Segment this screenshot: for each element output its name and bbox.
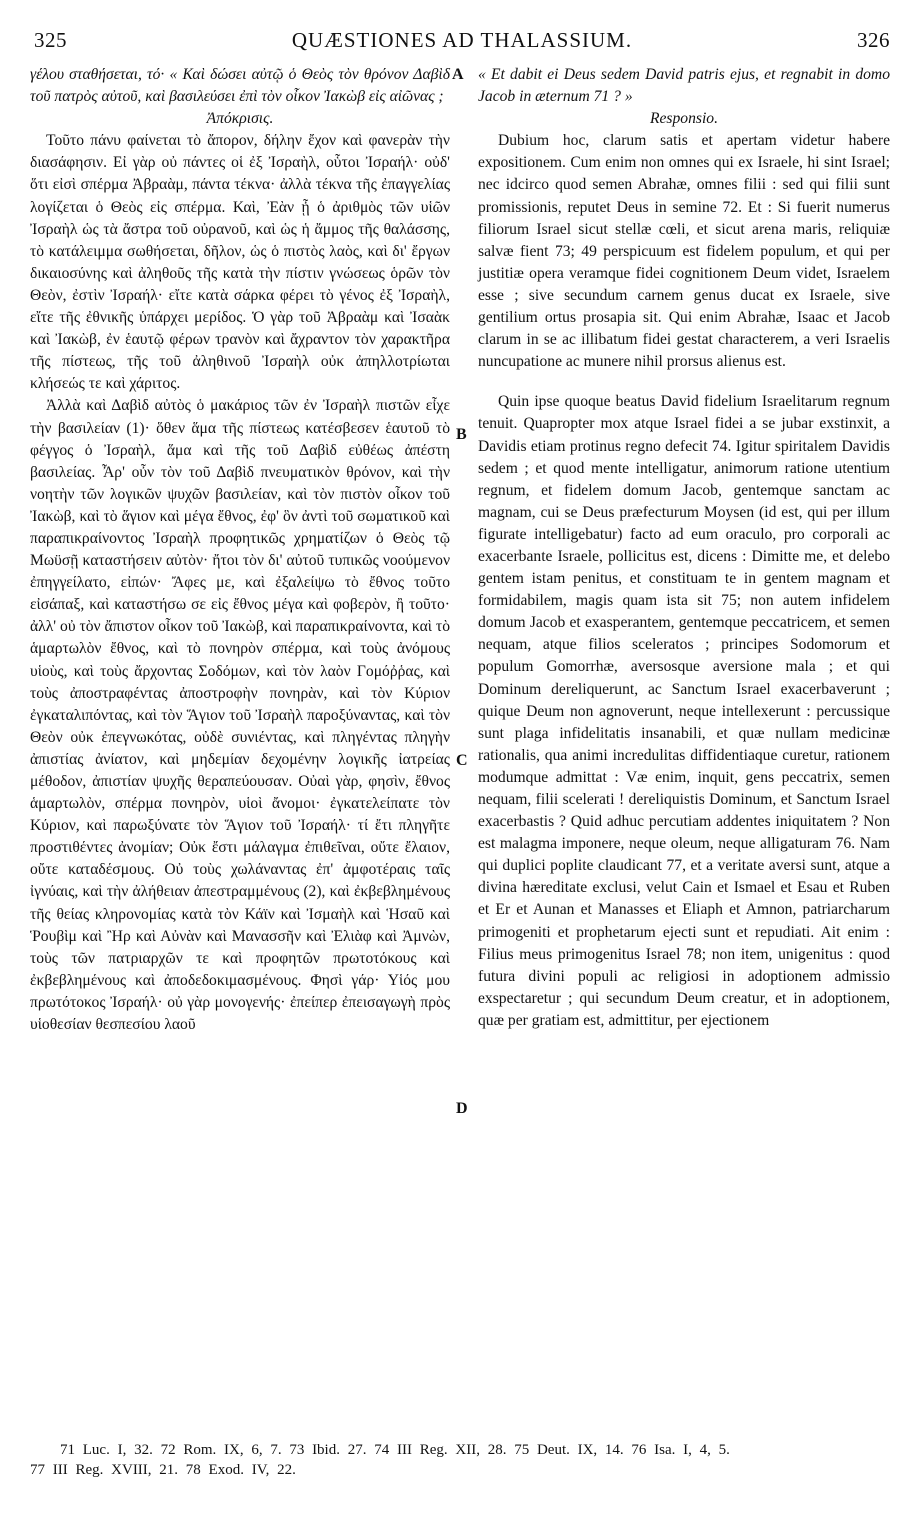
paragraph-gap <box>478 373 890 391</box>
running-title: QUÆSTIONES AD THALASSIUM. <box>291 28 633 52</box>
page-number-left: 325 <box>34 28 67 52</box>
margin-letter-c: C <box>456 752 468 769</box>
margin-letter-a: A <box>452 66 464 83</box>
latin-paragraph-1: Dubium hoc, clarum satis et apertam videtur habere expositionem. Cum enim non omnes qui ex Israele, hi sint Israel; nec idcirco quod semen Abrahæ, omnes filii : sed qui filii sunt promissionis, reputet Deus in semine 72. Et : Si fuerit numerus filiorum Israel sicut stellæ cœli, et sicut arena maris, reliquiæ salvæ fient 73; 49 perspicuum est fidelem populum, et qui per justitiæ opera veramque fidei cognitionem Deum videt, Israelem esse ; sive secundum carnem genus ducat ex Israele, sive gentilium ortus prosapia sit. Qui enim Abrahæ, Isaac et Jacob clarum in se ac illibatum fidei gestat characterem, a veri Israelis nuncupatione ac munere nihil prorsus alienus est. <box>478 132 890 371</box>
greek-response-heading: Ἀπόκρισις. <box>206 110 274 128</box>
greek-column <box>30 64 450 1036</box>
margin-letter-b: B <box>456 426 467 443</box>
greek-paragraph-1: Τοῦτο πάνυ φαίνεται τὸ ἄπορον, δήλην ἔχον καὶ φανερὰν τὴν διασάφησιν. Εἰ γὰρ οὐ πάντες οἱ ἐξ Ἰσραὴλ, οὗτοι Ἰσραήλ· οὐδ' ὅτι εἰσὶ σπέρμα Ἀβραὰμ, πάντα τέκνα· ἀλλὰ τέκνα τῆς ἐπαγγελίας λογίζεται ὁ Θεὸς εἰς σπέρμα. Καὶ, Ἐὰν ᾖ ὁ ἀριθμὸς τῶν υἱῶν Ἰσραὴλ ὡς τὰ ἄστρα τοῦ οὐρανοῦ, καὶ ὡς ἡ ἄμμος τῆς θαλάσσης, τὸ κατάλειμμα σωθήσεται, δῆλον, ὡς ὁ πιστὸς λαὸς, καὶ δι' ἔργων δικαιοσύνης καὶ ἀληθοῦς τῆς κατὰ τὴν πίστιν γνώσεως ὁρῶν τὸν Θεὸν, ἐστὶν Ἰσραήλ· εἴτε κατὰ σάρκα φέρει τὸ γένος ἐξ Ἰσραὴλ, εἴτε τῆς ἐθνικῆς ὑπάρχει μερίδος. Ὁ γὰρ τοῦ Ἀβραὰμ καὶ Ἰσαὰκ καὶ Ἰακὼβ, ἐν ἑαυτῷ φέρων τρανὸν καὶ ἄχραντον τὸν χαρακτῆρα τῆς πίστεως, τῆς τοῦ ἀληθινοῦ Ἰσραὴλ οὐκ ἀπηλλοτρίωται κλήσεώς τε καὶ χάριτος. <box>30 132 450 393</box>
latin-question-text: « Et dabit ei Deus sedem David patris ejus, et regnabit in domo Jacob in æternum 71 ? » <box>478 66 890 106</box>
greek-paragraph-2: Ἀλλὰ καὶ Δαβὶδ αὐτὸς ὁ μακάριος τῶν ἐν Ἰσραὴλ πιστῶν εἶχε τὴν βασιλείαν (1)· ὅθεν ἅμα τῆς πίστεως κατέσβεσεν ἑαυτοῦ τὸ φέγγος ὁ Ἰσραὴλ, ἅμα καὶ τῆς τοῦ Δαβὶδ εὐθέως ἀπέστη βασιλείας. Ἆρ' οὖν τὸν τοῦ Δαβὶδ πνευματικὸν θρόνον, καὶ τὴν νοητὴν τῶν λογικῶν ψυχῶν βασιλείαν, καὶ τὸν πιστὸν οἶκον τοῦ Ἰακὼβ, καὶ τὸ ἅγιον καὶ μέγα ἔθνος, ἐφ' ὃν ἀντὶ τοῦ σωματικοῦ καὶ παραπικραίνοντος Ἰσραὴλ προφητικῶς χρηματίζων ὁ Θεὸς τῷ Μωϋσῇ καταστήσειν αὐτὸν· ἤτοι τὸν δι' αὐτοῦ τυπικῶς νοούμενον ἐπηγγείλατο, εἰπών· Ἄφες με, καὶ ἐξαλείψω τὸ ἔθνος τοῦτο εἰσάπαξ, καὶ καταστήσω σε εἰς ἔθνος μέγα καὶ φοβερὸν, ἢ τοῦτο· ἀλλ' οὐ τὸν ἄπιστον οἶκον τοῦ Ἰακὼβ, καὶ παραπικραίνοντα, καὶ τὸ ἁμαρτωλὸν ἔθνος, καὶ τὸ πονηρὸν σπέρμα, καὶ τοὺς ἀνόμους υἱοὺς, καὶ τοὺς ἄρχοντας Σοδόμων, καὶ τὸν λαὸν Γομόῤῥας, καὶ τοὺς ἀποστραφέντας ἀποστροφὴν πονηρὰν, καὶ τὸν Κύριον ἐγκαταλιπόντας, καὶ τὸν Ἅγιον τοῦ Ἰσραὴλ παροξύναντας, καὶ τὸν Θεὸν οὐκ ἐπεγνωκότας, οὐδὲ συνιέντας, καὶ πληγέντας πληγὴν ἀπιστίας ἀνίατον, καὶ μηδεμίαν δεχομένην λογικῆς ἰατρείας μέθοδον, ἀπιστίαν ψυχῆς θεραπεύουσαν. Οὐαὶ γὰρ, φησὶν, ἔθνος ἁμαρτωλὸν, σπέρμα πονηρὸν, υἱοὶ ἄνομοι· ἐγκατελείπατε τὸν Κύριον, καὶ παρωξύνατε τὸν Ἅγιον τοῦ Ἰσραήλ· τί ἔτι πληγῆτε προστιθέντες ἀνομίαν; Οὐκ ἔστι μάλαγμα ἐπιθεῖναι, οὔτε ἔλαιον, οὔτε καταδέσμους. Οὐ τοὺς χωλάναντας ἐπ' ἀμφοτέραις ταῖς ἰγνύαις, καὶ τὴν ἀλήθειαν ἀπεστραμμένους (2), καὶ ἐκβεβλημένους τῆς θείας κληρονομίας κατὰ τὸν Κάϊν καὶ Ἰσμαὴλ καὶ Ἡσαῦ καὶ Ῥουβὶμ καὶ Ἢρ καὶ Αὐνὰν καὶ Μανασσῆν καὶ Ἐλιὰφ καὶ Ἀμνὼν, τοὺς τῶν πατριαρχῶν τε καὶ προφητῶν πρωτοτόκους καὶ ἐκβεβλημένους καὶ ἀποδεδοκιμασμένους. Φησὶ γάρ· Υἱός μου πρωτότοκος Ἰσραήλ· οὐ γὰρ μονογενής· ἐπείπερ ἐπεισαγωγὴ πρὸς υἱοθεσίαν θεσπεσίου λαοῦ <box>30 397 450 1034</box>
page-number-right: 326 <box>857 28 890 52</box>
greek-question-text: γέλου σταθήσεται, τό· « Καὶ δώσει αὐτῷ ὁ Θεὸς τὸν θρόνον Δαβὶδ τοῦ πατρὸς αὐτοῦ, καὶ βασιλεύσει ἐπὶ τὸν οἶκον Ἰακὼβ εἰς αἰῶνας ; <box>30 66 450 106</box>
running-header <box>34 28 890 60</box>
footnote-line-2: 77 III Reg. XVIII, 21. 78 Exod. IV, 22. <box>30 1462 296 1478</box>
footnote-line-1: 71 Luc. I, 32. 72 Rom. IX, 6, 7. 73 Ibid. 27. 74 III Reg. XII, 28. 75 Deut. IX, 14. 76 Isa. I, 4, 5. <box>60 1442 730 1458</box>
latin-paragraph-2: Quin ipse quoque beatus David fidelium Israelitarum regnum tenuit. Quapropter mox atque Israel fidei a se jubar exstinxit, a Davidis etiam protinus regno defecit 74. Igitur spiritalem Davidis sedem ; et quod mente intelligatur, animorum ratione utentium regnum, et fidelem domum Jacob, gentemque sanctam ac magnam, cui se Deus præfecturum Moysen (id est, qui per illum figurate intelligebatur) facto ad eum oraculo, pro corporali ac exacerbante Israele, pollicitus est, dicens : Dimitte me, et delebo gentem istam penitus, et constituam te in gentem magnam et formidabilem, magis quam ista sit 75; non autem infidelem domum Jacob et exasperantem, gentemque peccatricem, et semen nequam, atque filios sceleratos ; principes Sodomorum et populum Gomorrhæ, aversosque aversione mala ; et qui Dominum dereliquerunt, ac Sanctum Israel exacerbaverunt ; quique Deum non agnoverunt, neque intellexerunt : percussique sunt plaga infidelitatis insanabili, et quæ nullam medicinæ rationalis, qua animi incredulitas diffidentiaque curetur, rationem modumque admittat : Væ enim, inquit, gens peccatrix, semen nequam, filii scelerati ! dereliquistis Dominum, et Sanctum Israel exacerbastis ? Quid adhuc percutiam addentes iniquitatem ? Non est malagma imponere, neque oleum, neque alligaturam 76. Nam qui duplici poplite claudicant 77, et a veritate aversi sunt, atque a divina hæreditate exclusi, velut Cain et Ismael et Esau et Ruben et Er et Aunan et Manasses et Eliaph et Amnon, patriarcharum primogeniti et prophetarum ejecti sunt et repudiati. Ait enim : Filius meus primogenitus Israel 78; non item, unigenitus : quod futura divini populi ac religiosi in adoptionem admissio exspectaretur ; qui secundum Deum creatur, et in adoptionem, quæ per gratiam est, admittitur, per ejectionem <box>478 393 890 1029</box>
margin-letter-d: D <box>456 1100 468 1117</box>
latin-response-heading: Responsio. <box>649 110 718 128</box>
latin-column <box>478 64 890 1032</box>
footnotes <box>30 1440 894 1480</box>
